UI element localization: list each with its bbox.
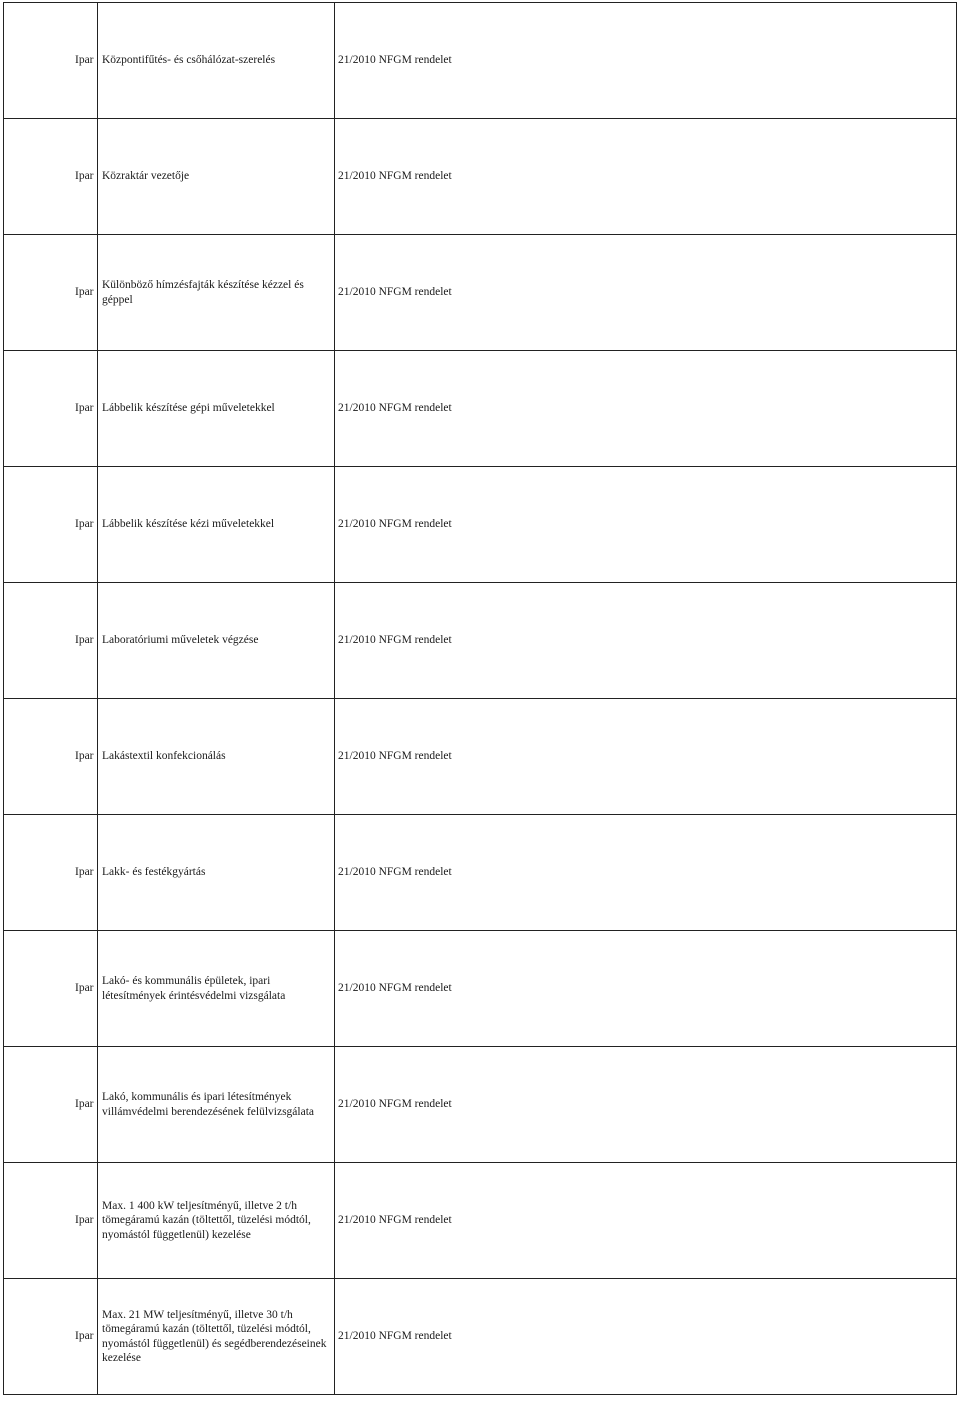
table-row — [4, 1047, 957, 1163]
table-row — [4, 1279, 957, 1395]
qualification-table — [3, 2, 957, 1395]
qualification-name-text: Központifűtés- és csőhálózat-szerelés — [102, 54, 276, 67]
regulation-text: 21/2010 NFGM rendelet — [338, 54, 452, 67]
sector-cell — [4, 583, 98, 699]
regulation-cell — [335, 119, 957, 235]
sector-text: Ipar — [75, 54, 94, 67]
regulation-cell — [335, 351, 957, 467]
qualification-name-cell — [98, 3, 335, 119]
regulation-cell — [335, 1047, 957, 1163]
sector-text: Ipar — [75, 1098, 94, 1111]
qualification-name-text: Lábbelik készítése kézi műveletekkel — [102, 518, 275, 531]
table-row — [4, 699, 957, 815]
table-row — [4, 815, 957, 931]
qualification-name-cell — [98, 467, 335, 583]
sector-text: Ipar — [75, 1214, 94, 1227]
sector-cell — [4, 815, 98, 931]
sector-text: Ipar — [75, 286, 94, 299]
qualification-name-text: Max. 21 MW teljesítményű, illetve 30 t/h tömegáramú kazán (töltettől, tüzelési módtól, nyomástól függetlenül) és segédberendezéseinek kezelése — [102, 1308, 327, 1364]
sector-text: Ipar — [75, 634, 94, 647]
table-row — [4, 1163, 957, 1279]
sector-cell — [4, 3, 98, 119]
qualification-name-text: Lábbelik készítése gépi műveletekkel — [102, 402, 275, 415]
regulation-text: 21/2010 NFGM rendelet — [338, 866, 452, 879]
sector-text: Ipar — [75, 982, 94, 995]
sector-text: Ipar — [75, 866, 94, 879]
qualification-name-text: Max. 1 400 kW teljesítményű, illetve 2 t/h tömegáramú kazán (töltettől, tüzelési módtól, nyomástól függetlenül) kezelése — [102, 1199, 311, 1241]
sector-cell — [4, 119, 98, 235]
regulation-text: 21/2010 NFGM rendelet — [338, 170, 452, 183]
qualification-name-cell — [98, 1047, 335, 1163]
table-row — [4, 583, 957, 699]
sector-cell — [4, 1279, 98, 1395]
qualification-name-text: Laboratóriumi műveletek végzése — [102, 634, 259, 647]
sector-cell — [4, 931, 98, 1047]
qualification-name-text: Közraktár vezetője — [102, 170, 190, 183]
regulation-cell — [335, 235, 957, 351]
table-row — [4, 235, 957, 351]
qualification-name-cell — [98, 583, 335, 699]
qualification-name-cell — [98, 931, 335, 1047]
qualification-name-text: Különböző hímzésfajták készítése kézzel és géppel — [102, 279, 304, 306]
regulation-text: 21/2010 NFGM rendelet — [338, 286, 452, 299]
regulation-text: 21/2010 NFGM rendelet — [338, 634, 452, 647]
regulation-cell — [335, 699, 957, 815]
sector-text: Ipar — [75, 402, 94, 415]
regulation-cell — [335, 1163, 957, 1279]
regulation-text: 21/2010 NFGM rendelet — [338, 1098, 452, 1111]
qualification-name-cell — [98, 235, 335, 351]
qualification-name-cell — [98, 119, 335, 235]
sector-text: Ipar — [75, 750, 94, 763]
table-row — [4, 3, 957, 119]
sector-cell — [4, 1163, 98, 1279]
regulation-cell — [335, 3, 957, 119]
regulation-text: 21/2010 NFGM rendelet — [338, 1330, 452, 1343]
regulation-cell — [335, 583, 957, 699]
sector-cell — [4, 235, 98, 351]
regulation-cell — [335, 931, 957, 1047]
regulation-text: 21/2010 NFGM rendelet — [338, 518, 452, 531]
regulation-text: 21/2010 NFGM rendelet — [338, 750, 452, 763]
qualification-name-text: Lakk- és festékgyártás — [102, 866, 206, 879]
regulation-text: 21/2010 NFGM rendelet — [338, 982, 452, 995]
regulation-cell — [335, 467, 957, 583]
qualification-name-cell — [98, 351, 335, 467]
table-row — [4, 351, 957, 467]
sector-cell — [4, 467, 98, 583]
regulation-text: 21/2010 NFGM rendelet — [338, 1214, 452, 1227]
table-row — [4, 467, 957, 583]
qualification-name-cell — [98, 1163, 335, 1279]
sector-cell — [4, 699, 98, 815]
regulation-cell — [335, 815, 957, 931]
qualification-name-cell — [98, 699, 335, 815]
qualification-name-cell — [98, 1279, 335, 1395]
sector-text: Ipar — [75, 170, 94, 183]
qualification-name-text: Lakástextil konfekcionálás — [102, 750, 226, 763]
sector-text: Ipar — [75, 1330, 94, 1343]
regulation-text: 21/2010 NFGM rendelet — [338, 402, 452, 415]
regulation-cell — [335, 1279, 957, 1395]
sector-cell — [4, 1047, 98, 1163]
table-row — [4, 931, 957, 1047]
qualification-name-text: Lakó- és kommunális épületek, ipari létesítmények érintésvédelmi vizsgálata — [102, 975, 286, 1002]
sector-cell — [4, 351, 98, 467]
qualification-name-text: Lakó, kommunális és ipari létesítmények villámvédelmi berendezésének felülvizsgálata — [102, 1091, 315, 1118]
qualification-name-cell — [98, 815, 335, 931]
table-row — [4, 119, 957, 235]
sector-text: Ipar — [75, 518, 94, 531]
